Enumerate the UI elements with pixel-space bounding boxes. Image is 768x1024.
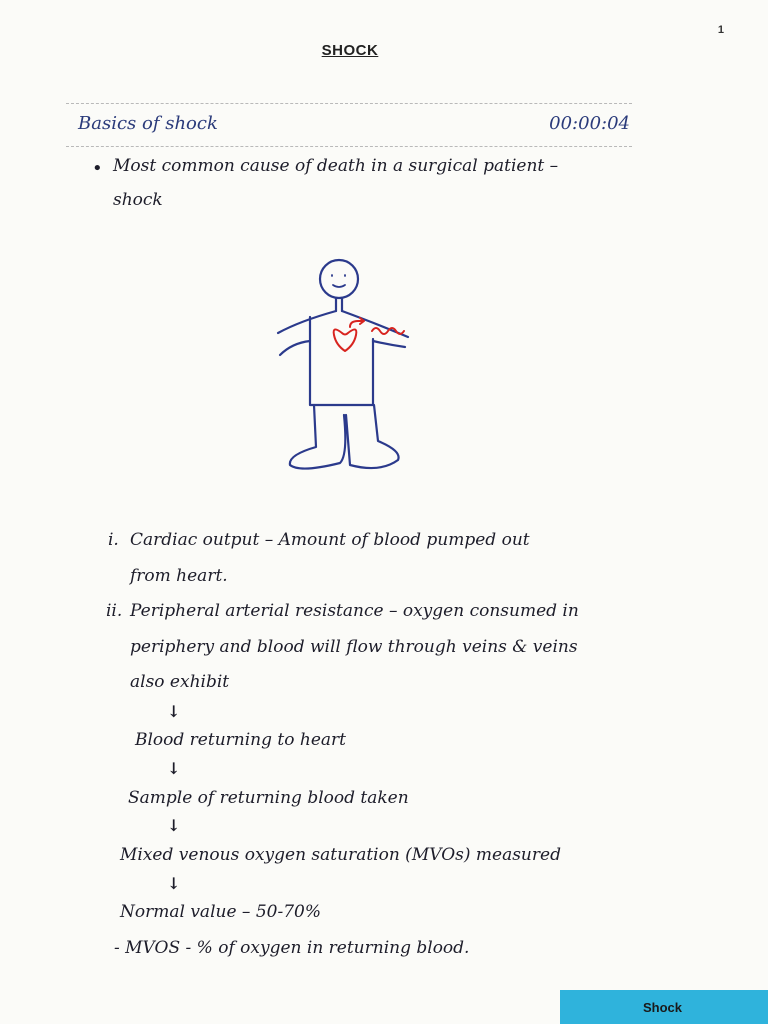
figure-legs-icon xyxy=(290,405,399,469)
bullet-point-icon: • xyxy=(92,158,103,179)
section-title: Basics of shock xyxy=(78,113,218,134)
figure-face-icon xyxy=(332,275,345,287)
item-1-numeral: i. xyxy=(108,530,119,550)
figure-left-arm-icon xyxy=(278,311,336,355)
item-2-line-2: periphery and blood will flow through veins & veins xyxy=(130,637,578,657)
footer-chapter-tab xyxy=(560,990,768,1024)
flow-step-2: Sample of returning blood taken xyxy=(128,788,409,808)
heart-icon xyxy=(334,329,357,351)
item-1-line-2: from heart. xyxy=(130,566,228,586)
figure-head-icon xyxy=(320,260,358,298)
flow-arrow-down-icon: ↓ xyxy=(167,816,181,835)
flow-arrow-down-icon: ↓ xyxy=(167,759,181,778)
figure-body-icon xyxy=(310,317,373,405)
flow-arrow-down-icon: ↓ xyxy=(167,702,181,721)
video-timestamp: 00:00:04 xyxy=(549,113,630,134)
item-2-line-1: Peripheral arterial resistance – oxygen consumed in xyxy=(130,601,579,621)
flow-step-4: Normal value – 50-70% xyxy=(120,902,321,922)
section-rule-bottom xyxy=(66,146,632,147)
figure-neck-icon xyxy=(336,298,342,311)
flow-step-1: Blood returning to heart xyxy=(135,730,346,750)
heart-outflow-arrow-icon xyxy=(350,318,364,327)
item-2-numeral: ii. xyxy=(106,601,123,621)
footer-chapter-label: Shock xyxy=(642,999,682,1015)
mvos-definition-note: - MVOS - % of oxygen in returning blood. xyxy=(114,938,470,958)
bullet-text-line-2: shock xyxy=(113,190,163,210)
document-title: SHOCK xyxy=(321,42,379,59)
stick-figure-heart-illustration xyxy=(270,255,430,485)
page-number: 1 xyxy=(717,24,724,36)
section-rule-top xyxy=(66,103,632,104)
bullet-text-line-1: Most common cause of death in a surgical patient – xyxy=(113,156,559,176)
item-1-line-1: Cardiac output – Amount of blood pumped out xyxy=(130,530,530,550)
flow-step-3: Mixed venous oxygen saturation (MVOs) measured xyxy=(120,845,561,865)
item-2-line-3: also exhibit xyxy=(130,672,230,692)
flow-arrow-down-icon: ↓ xyxy=(167,874,181,893)
